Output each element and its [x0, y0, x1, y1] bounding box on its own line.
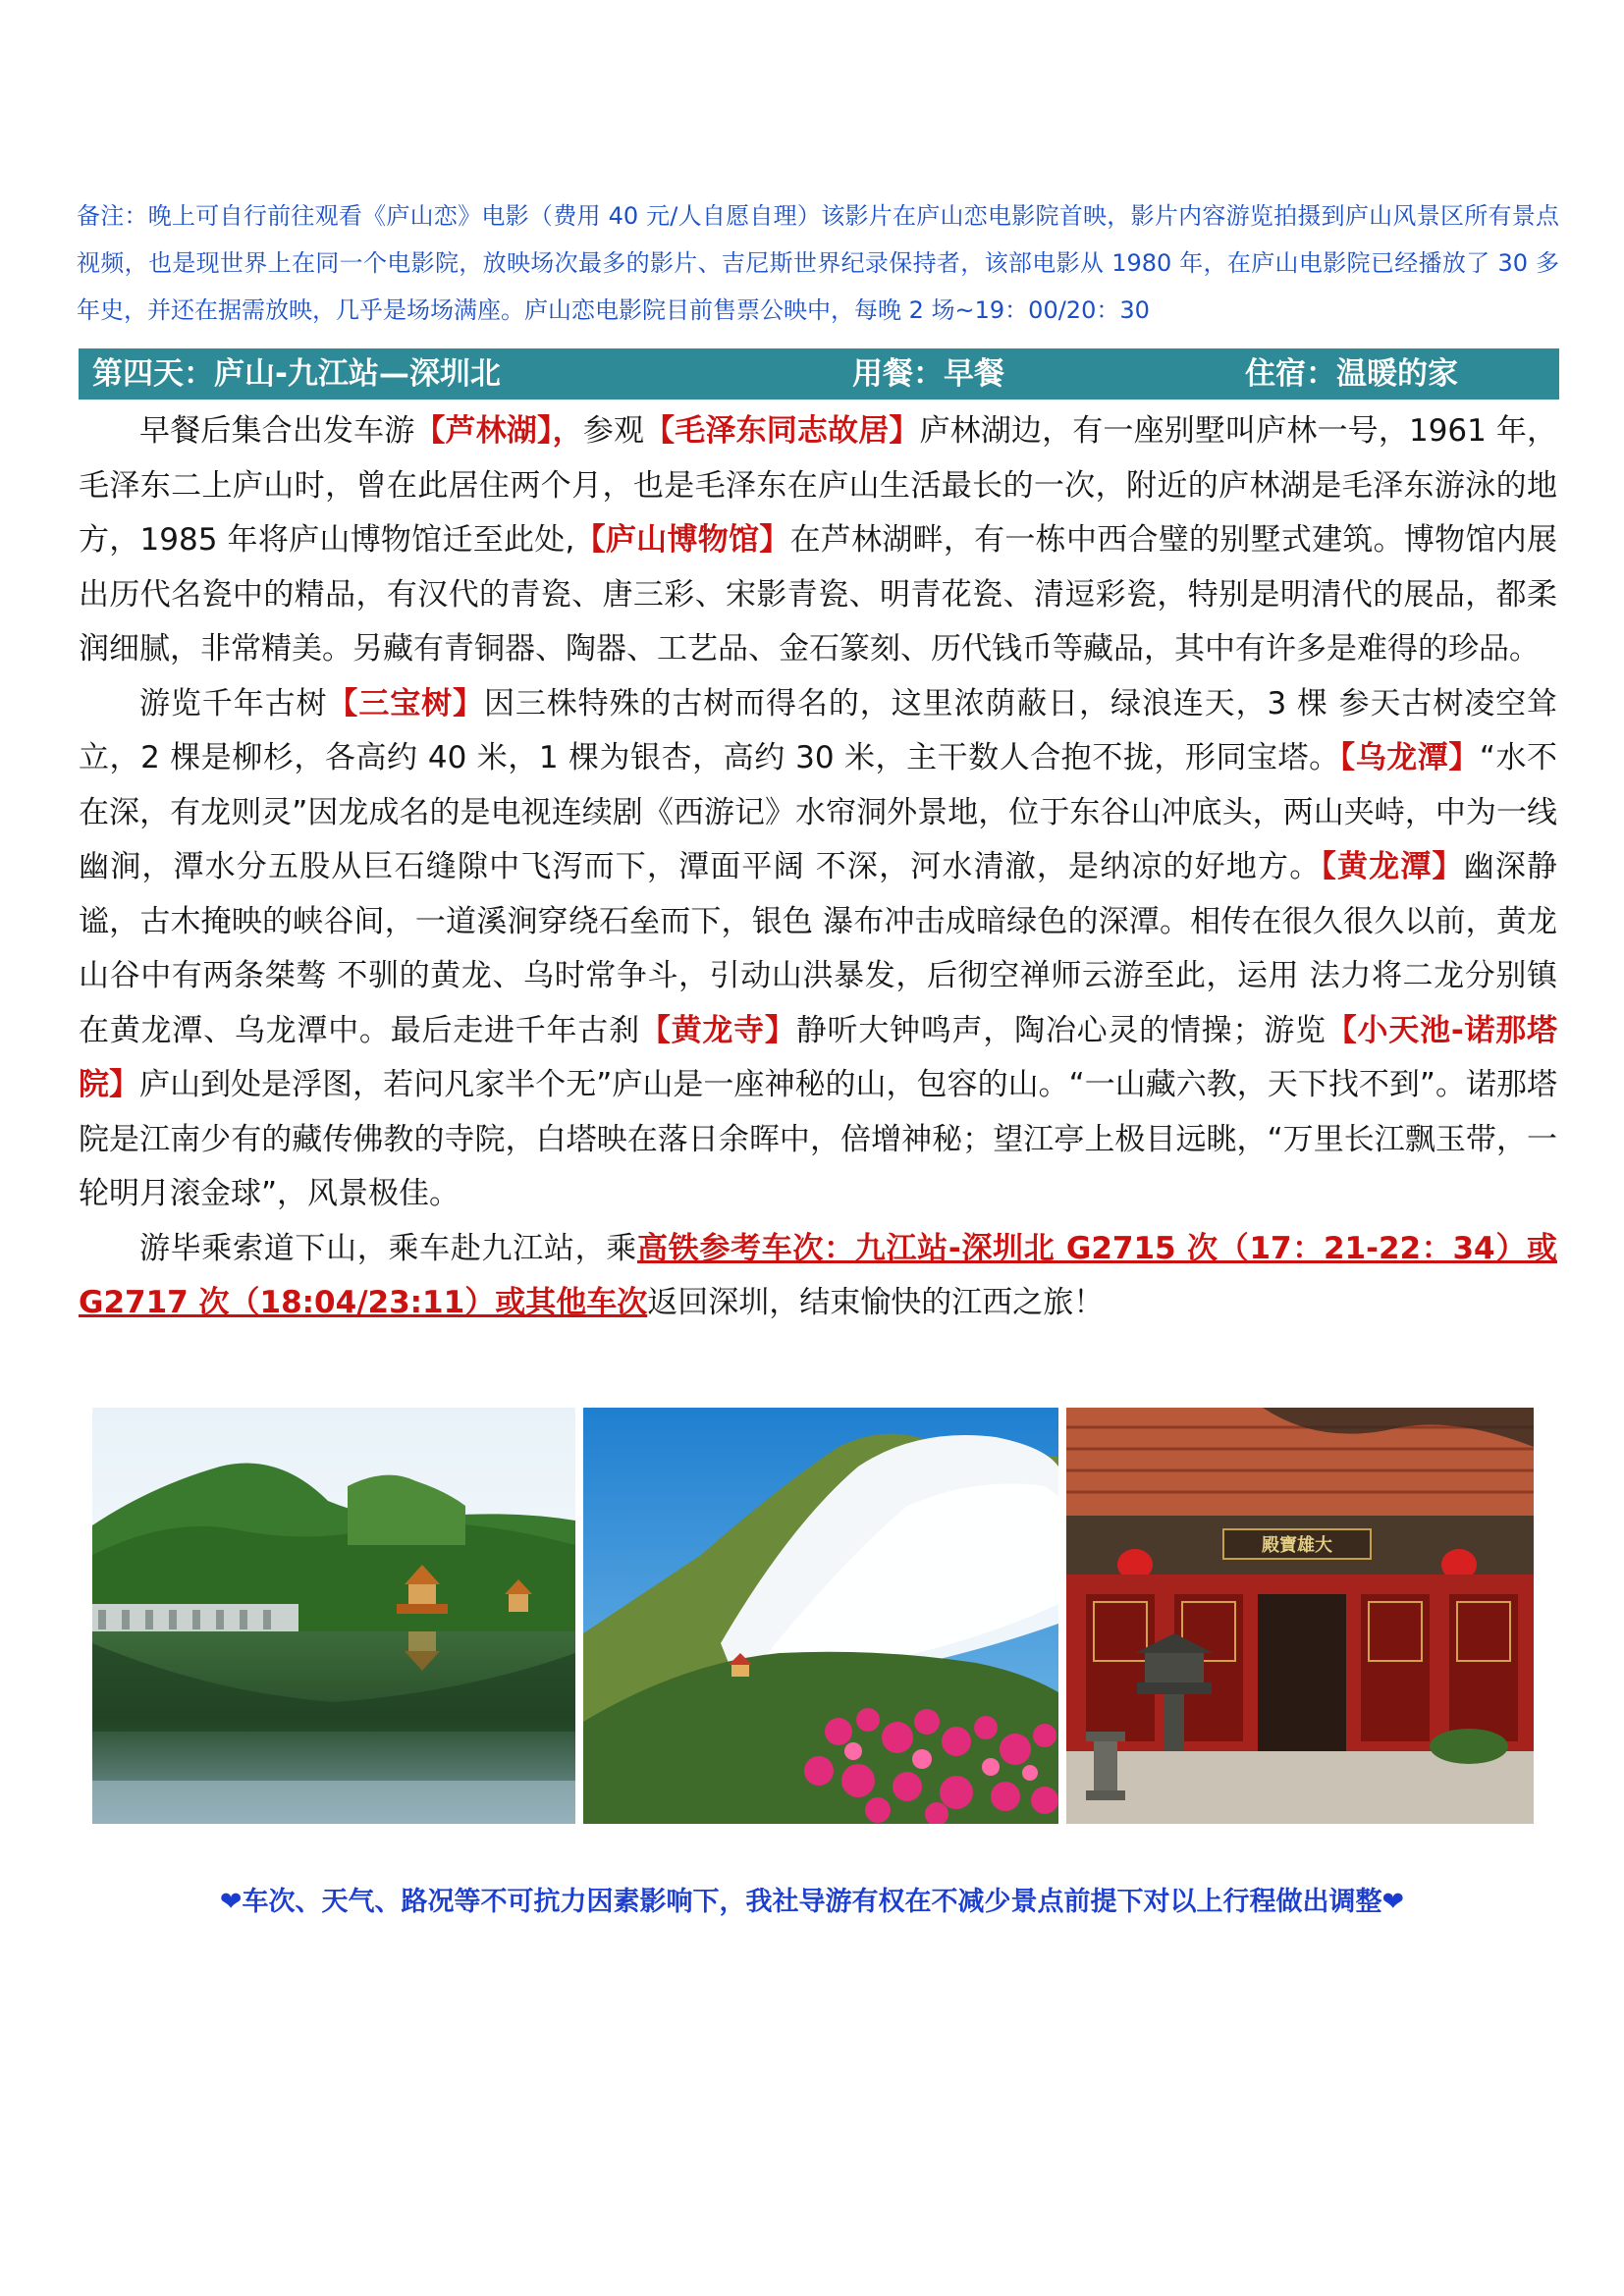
evening-movie-note: 备注：晚上可自行前往观看《庐山恋》电影（费用 40 元/人自愿自理）该影片在庐山恋电影院首映，影片内容游览拍摄到庐山风景区所有景点视频，也是现世界上在同一个电影院，放映场次最多的影片、吉尼斯世界纪录保持者，该部电影从 1980 年，在庐山电影院已经播放了 30 多年史，并还在据需放映，几乎是场场满座。庐山恋电影院目前售票公映中，每晚 2 场~19：00/20：30 [77, 202, 1559, 324]
attraction-wulong-pool: 【乌龙潭】 [1339, 740, 1480, 775]
text-segment: 庐林湖边，有一座别墅叫庐林一号，1961 年，毛泽东二上庐山时，曾在此居住两个月，也是毛泽东在庐山生活最长的一次，附近的庐林湖是毛泽东游泳的地方，1985 年将庐山博物馆迁至此处, [79, 413, 1558, 558]
attraction-lushan-museum: 【庐山博物馆】 [574, 522, 790, 558]
paragraph-lushan-museum [79, 404, 1557, 677]
lake-pavilion-illustration [92, 1408, 575, 1824]
photo-strip [92, 1408, 1534, 1824]
temple-sign-text: 殿寶雄大 [1262, 1535, 1332, 1556]
text-segment: 游毕乘索道下山，乘车赴九江站，乘 [139, 1230, 637, 1266]
attraction-mao-residence: 【毛泽东同志故居】 [644, 413, 920, 449]
lake-pavilion-photo [92, 1408, 575, 1824]
attraction-three-treasure-trees: 【三宝树】 [327, 685, 484, 721]
day-four-header [79, 348, 1559, 400]
cloud-sea-illustration [583, 1408, 1058, 1824]
attraction-huanglong-temple: 【黄龙寺】 [639, 1012, 796, 1048]
adjustment-disclaimer: ❤车次、天气、路况等不可抗力因素影响下，我社导游有权在不减少景点前提下对以上行程做出调整❤ [219, 1887, 1405, 1917]
text-segment: 参观 [582, 413, 645, 449]
attraction-huanglong-pool: 【黄龙潭】 [1321, 849, 1464, 884]
attraction-xiaotianchi-nuona-pagoda: 【小天池-诺那塔院】 [79, 1012, 1558, 1102]
cloud-sea-azalea-photo [583, 1408, 1058, 1824]
text-segment: 幽深静谧，古木掩映的峡谷间，一道溪涧穿绕石垒而下，银色 瀑布冲击成暗绿色的深潭。相传在很久很久以前，黄龙山谷中有两条桀骜 不驯的黄龙、乌时常争斗，引动山洪暴发，后彻空禅师云游至此，运用 法力将二龙分别镇在黄龙潭、乌龙潭中。最后走进千年古刹 [79, 849, 1557, 1048]
text-segment: 静听大钟鸣声，陶冶心灵的情操；游览 [795, 1012, 1326, 1048]
text-segment: 游览千年古树 [139, 685, 328, 721]
temple-hall-illustration [1066, 1408, 1534, 1824]
text-segment: 庐山到处是浮图，若问凡家半个无”庐山是一座神秘的山，包容的山。“一山藏六教，天下找不到”。诺那塔院是江南少有的藏传佛教的寺院，白塔映在落日余晖中，倍增神秘；望江亭上极目远眺，“万里长江飘玉带，一轮明月滚金球”，风景极佳。 [79, 1067, 1558, 1211]
day-title: 第四天：庐山-九江站—深圳北 [92, 356, 501, 392]
temple-hall-photo [1066, 1408, 1534, 1824]
paragraph-return-trip [79, 1222, 1557, 1331]
text-segment: 因三株特殊的古树而得名的，这里浓荫蔽日，绿浪连天，3 棵 参天古树凌空耸立，2 棵是柳杉，各高约 40 米，1 棵为银杏，高约 30 米，主干数人合抱不拢，形同宝塔。 [79, 685, 1558, 775]
train-reference-info: 高铁参考车次：九江站-深圳北 G2715 次（17：21-22：34）或 G2717 次（18:04/23:11）或其他车次 [79, 1230, 1558, 1320]
text-segment: “水不在深，有龙则灵”因龙成名的是电视连续剧《西游记》水帘洞外景地，位于东谷山冲底头，两山夹峙，中为一线幽涧，潭水分五股从巨石缝隙中飞泻而下，潭面平阔 不深，河水清澈，是纳凉的好地方。 [79, 740, 1558, 884]
lodging-info: 住宿：温暖的家 [1245, 356, 1458, 392]
day-description [79, 404, 1557, 1331]
text-segment: 在芦林湖畔，有一栋中西合璧的别墅式建筑。博物馆内展出历代名瓷中的精品，有汉代的青瓷、唐三彩、宋影青瓷、明青花瓷、清逗彩瓷，特别是明清代的展品，都柔润细腻，非常精美。另藏有青铜器、陶器、工艺品、金石篆刻、历代钱币等藏品，其中有许多是难得的珍品。 [79, 522, 1557, 667]
text-segment: 返回深圳，结束愉快的江西之旅！ [647, 1285, 1105, 1320]
meal-info: 用餐：早餐 [852, 356, 1004, 392]
paragraph-scenic-spots [79, 677, 1557, 1222]
attraction-lulin-lake: 【芦林湖】， [414, 413, 583, 449]
text-segment: 早餐后集合出发车游 [139, 413, 415, 449]
